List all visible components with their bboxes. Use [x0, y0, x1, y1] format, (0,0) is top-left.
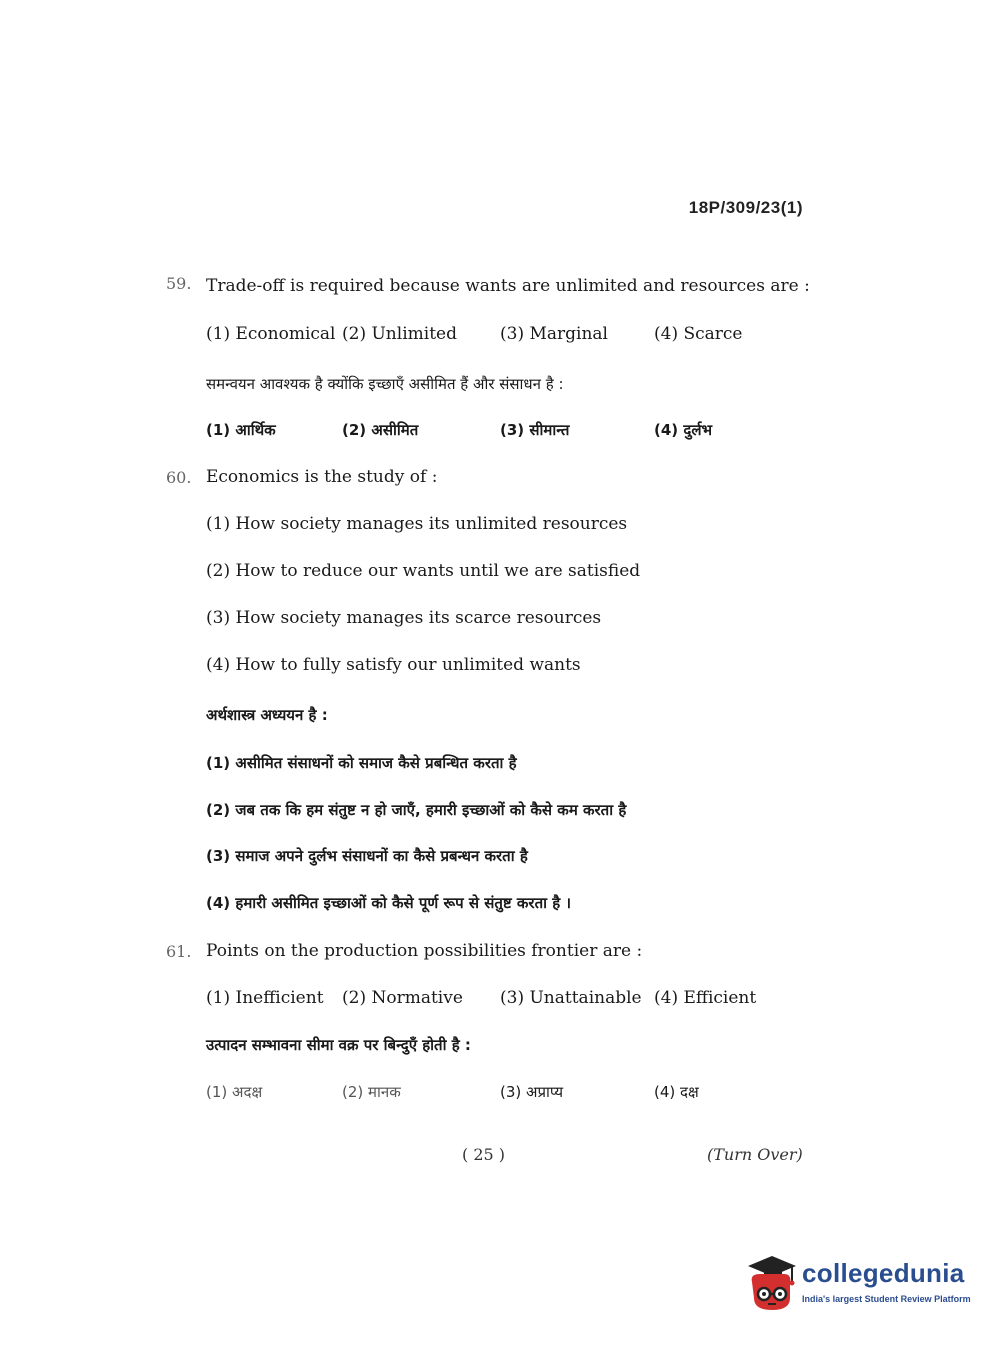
- question-text-en: Points on the production possibilities frontier are :: [206, 941, 643, 961]
- paper-code: 18P/309/23(1): [688, 198, 803, 217]
- option-hi: (2) जब तक कि हम संतुष्ट न हो जाएँ, हमारी इच्छाओं को कैसे कम करता है: [206, 801, 627, 819]
- page-number: ( 25 ): [462, 1145, 506, 1164]
- option-hi: (4) दुर्लभ: [654, 421, 713, 439]
- option-en: (3) Unattainable: [500, 988, 642, 1008]
- option-hi: (4) हमारी असीमित इच्छाओं को कैसे पूर्ण रूप से संतुष्ट करता है ।: [206, 894, 572, 912]
- option-en: (4) Scarce: [654, 324, 743, 344]
- question-text-hi: समन्वयन आवश्यक है क्योंकि इच्छाएँ असीमित हैं और संसाधन है :: [206, 375, 564, 393]
- option-en: (4) Efficient: [654, 988, 757, 1008]
- option-hi: (1) आर्थिक: [206, 421, 276, 439]
- option-hi: (3) समाज अपने दुर्लभ संसाधनों का कैसे प्रबन्धन करता है: [206, 847, 528, 865]
- option-en: (1) Inefficient: [206, 988, 324, 1008]
- question-text-hi: उत्पादन सम्भावना सीमा वक्र पर बिन्दुएँ होती है :: [206, 1036, 471, 1054]
- option-hi: (2) मानक: [342, 1083, 401, 1101]
- option-en: (2) Unlimited: [342, 324, 457, 344]
- option-hi: (4) दक्ष: [654, 1083, 699, 1101]
- question-number: 61.: [166, 942, 192, 961]
- option-en: (2) How to reduce our wants until we are satisfied: [206, 561, 641, 581]
- question-number: 60.: [166, 468, 192, 487]
- question-number: 59.: [166, 274, 192, 293]
- question-text-en: Trade-off is required because wants are unlimited and resources are :: [206, 276, 810, 296]
- brand-name: collegedunia: [802, 1258, 965, 1288]
- question-text-en: Economics is the study of :: [206, 467, 438, 487]
- brand-tagline: India's largest Student Review Platform: [802, 1294, 971, 1304]
- option-hi: (2) असीमित: [342, 421, 419, 439]
- option-en: (1) How society manages its unlimited resources: [206, 514, 628, 534]
- option-hi: (3) सीमान्त: [500, 421, 570, 439]
- mascot-icon: [742, 1252, 798, 1322]
- option-hi: (1) अदक्ष: [206, 1083, 263, 1101]
- option-hi: (3) अप्राप्य: [500, 1083, 564, 1101]
- collegedunia-logo: [742, 1252, 972, 1322]
- question-text-hi: अर्थशास्त्र अध्ययन है :: [206, 706, 328, 724]
- option-hi: (1) असीमित संसाधनों को समाज कैसे प्रबन्धित करता है: [206, 754, 517, 772]
- option-en: (1) Economical: [206, 324, 336, 344]
- turn-over-note: (Turn Over): [707, 1145, 803, 1164]
- option-en: (3) How society manages its scarce resources: [206, 608, 602, 628]
- option-en: (2) Normative: [342, 988, 463, 1008]
- option-en: (3) Marginal: [500, 324, 608, 344]
- option-en: (4) How to fully satisfy our unlimited wants: [206, 655, 581, 675]
